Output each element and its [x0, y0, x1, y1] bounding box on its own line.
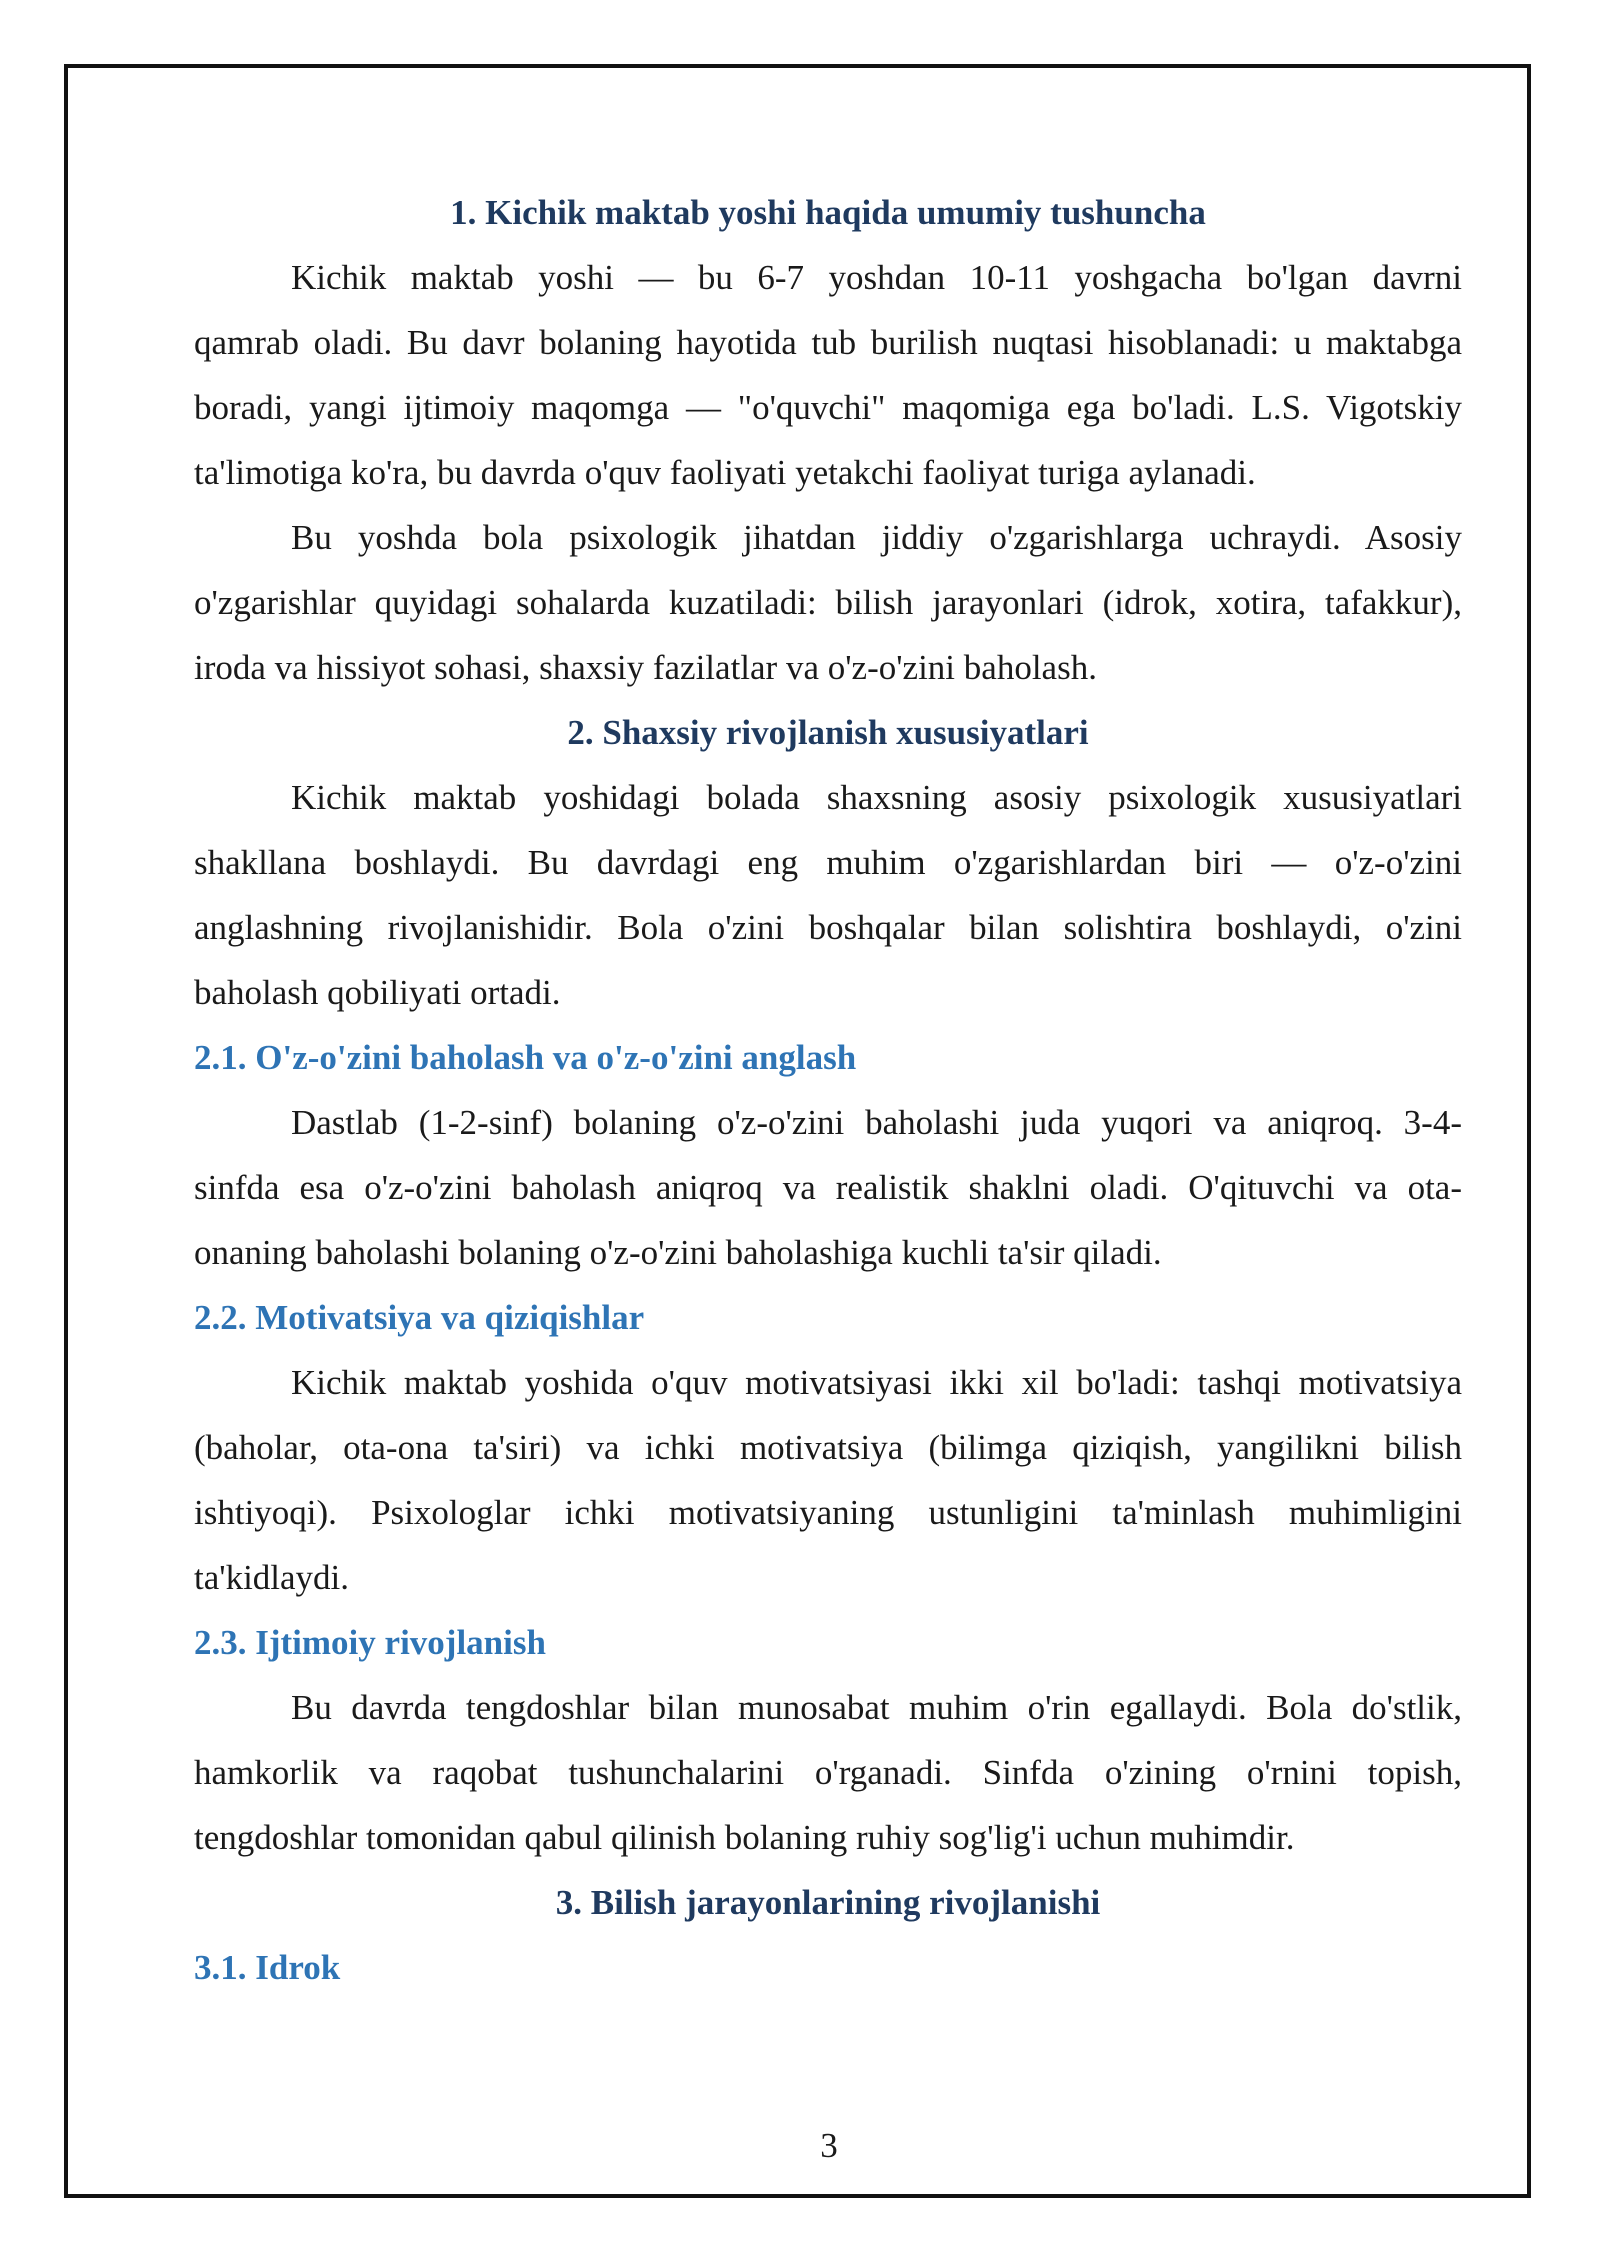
document-body	[194, 180, 1462, 2000]
paragraph-line: (baholar, ota-ona ta'siri) va ichki motivatsiya (bilimga qiziqish, yangilikni bilish	[194, 1428, 1462, 1467]
section-heading: 3. Bilish jarayonlarining rivojlanishi	[555, 1883, 1101, 1922]
paragraph-line: iroda va hissiyot sohasi, shaxsiy fazilatlar va o'z-o'zini baholash.	[194, 648, 1097, 687]
subsection-heading: 3.1. Idrok	[194, 1948, 341, 1987]
paragraph-line: Kichik maktab yoshi — bu 6-7 yoshdan 10-11 yoshgacha bo'lgan davrni	[291, 258, 1462, 297]
paragraph-line: shakllana boshlaydi. Bu davrdagi eng muhim o'zgarishlardan biri — o'z-o'zini	[194, 843, 1462, 882]
paragraph-line: ta'kidlaydi.	[194, 1558, 350, 1597]
paragraph-line: sinfda esa o'z-o'zini baholash aniqroq va realistik shaklni oladi. O'qituvchi va ota-	[194, 1168, 1462, 1207]
paragraph-line: ta'limotiga ko'ra, bu davrda o'quv faoliyati yetakchi faoliyat turiga aylanadi.	[194, 453, 1256, 492]
section-heading: 2. Shaxsiy rivojlanish xususiyatlari	[567, 713, 1089, 752]
paragraph-line: anglashning rivojlanishidir. Bola o'zini boshqalar bilan solishtira boshlaydi, o'zini	[194, 908, 1462, 947]
paragraph-line: ishtiyoqi). Psixologlar ichki motivatsiyaning ustunligini ta'minlash muhimligini	[194, 1493, 1462, 1532]
paragraph-line: onaning baholashi bolaning o'z-o'zini baholashiga kuchli ta'sir qiladi.	[194, 1233, 1162, 1272]
paragraph-line: baholash qobiliyati ortadi.	[194, 973, 561, 1012]
paragraph-line: boradi, yangi ijtimoiy maqomga — "o'quvchi" maqomiga ega bo'ladi. L.S. Vigotskiy	[194, 388, 1462, 427]
subsection-heading: 2.2. Motivatsiya va qiziqishlar	[194, 1298, 645, 1337]
paragraph-line: tengdoshlar tomonidan qabul qilinish bolaning ruhiy sog'lig'i uchun muhimdir.	[194, 1818, 1295, 1857]
paragraph-line: Kichik maktab yoshidagi bolada shaxsning asosiy psixologik xususiyatlari	[291, 778, 1462, 817]
subsection-heading: 2.3. Ijtimoiy rivojlanish	[194, 1623, 546, 1662]
paragraph-line: o'zgarishlar quyidagi sohalarda kuzatiladi: bilish jarayonlari (idrok, xotira, tafakkur),	[194, 583, 1462, 622]
paragraph-line: Bu davrda tengdoshlar bilan munosabat muhim o'rin egallaydi. Bola do'stlik,	[291, 1688, 1462, 1727]
subsection-heading: 2.1. O'z-o'zini baholash va o'z-o'zini anglash	[194, 1038, 857, 1077]
paragraph-line: qamrab oladi. Bu davr bolaning hayotida tub burilish nuqtasi hisoblanadi: u maktabga	[194, 323, 1462, 362]
paragraph-line: Dastlab (1-2-sinf) bolaning o'z-o'zini baholashi juda yuqori va aniqroq. 3-4-	[291, 1103, 1462, 1142]
paragraph-line: Kichik maktab yoshida o'quv motivatsiyasi ikki xil bo'ladi: tashqi motivatsiya	[291, 1363, 1462, 1402]
page-number: 3	[820, 2126, 838, 2165]
paragraph-line: hamkorlik va raqobat tushunchalarini o'rganadi. Sinfda o'zining o'rnini topish,	[194, 1753, 1462, 1792]
paragraph-line: Bu yoshda bola psixologik jihatdan jiddiy o'zgarishlarga uchraydi. Asosiy	[291, 518, 1462, 557]
section-heading: 1. Kichik maktab yoshi haqida umumiy tushuncha	[450, 193, 1206, 232]
